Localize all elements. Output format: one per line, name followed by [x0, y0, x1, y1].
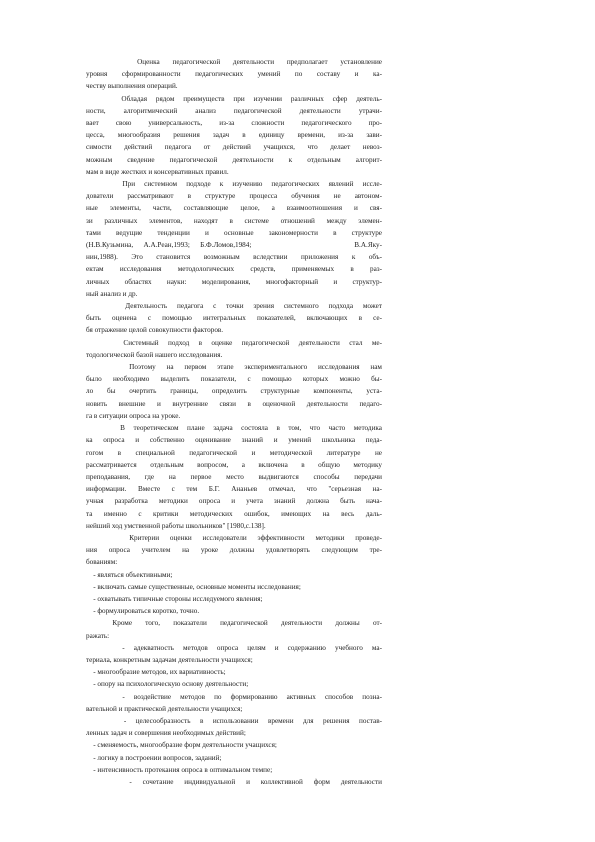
text-line: - адекватность методов опроса целям и содержанию учебного ма-: [86, 643, 382, 652]
text-line: Обладая рядом преимуществ при изучении различных сфер деятель-: [86, 94, 382, 103]
text-line: ный анализ и др.: [86, 289, 138, 298]
text-line: Системный подход в оценке педагогической деятельности стал ме-: [86, 338, 382, 347]
text-line: гогом в специальной педагогической и методической литературе не: [86, 448, 382, 457]
text-line: преподавания, где на первое место выдвигаются способы передачи: [86, 472, 382, 481]
text-line: бя отражение целой совокупности факторов.: [86, 326, 224, 335]
text-line: рассматривается отдельным вопросом, а включена в общую методику: [86, 460, 382, 469]
text-line: - являться объективными;: [86, 570, 173, 579]
text-line: - интенсивность протекания опроса в оптимальном темпе;: [86, 765, 273, 774]
text-line: териала, конкретным задачам деятельности учащихся;: [86, 655, 253, 664]
text-line: - многообразие методов, их вариативность;: [86, 668, 226, 677]
text-line: цесса, многообразия решения задач в единицу времени, из-за зави-: [86, 131, 382, 140]
text-line: было необходимо выделить показатели, с помощью которых можно бы-: [86, 375, 382, 384]
text-line: уровня сформированности педагогических умений по составу и ка-: [86, 70, 382, 79]
text-line: симости действий педагога от действий учащихся, что делает невоз-: [86, 143, 382, 152]
text-line: тами ведущие тенденции и основные закономерности в структуре: [86, 228, 382, 237]
text-line: мам в виде жестких и консервативных правил.: [86, 167, 229, 176]
text-line: та именно с критики методических ошибок, имеющих на весь даль-: [86, 509, 382, 518]
text-line: ло бы очертить границы, определить структурные компоненты, уста-: [86, 387, 382, 396]
body-text: [86, 56, 382, 788]
text-line: бованиям:: [86, 558, 118, 567]
text-line: честву выполнения операций.: [86, 82, 178, 91]
text-line: Поэтому на первом этапе экспериментального исследования нам: [86, 363, 382, 372]
text-line: нейший ход умственной работы школьников" [1980,с.138].: [86, 521, 266, 530]
text-line: - целесообразность в использовании времени для решения постав-: [86, 716, 382, 725]
text-line: ленных задач и совершения необходимых действий;: [86, 729, 246, 738]
text-line: можным сведение педагогической деятельности к отдельным алгорит-: [86, 155, 382, 164]
text-line: Оценка педагогической деятельности предполагает установление: [86, 58, 382, 66]
text-line: вательной и практической деятельности учащихся;: [86, 704, 243, 713]
text-line: ражать:: [86, 631, 110, 640]
text-line: Критерии оценки исследователи эффективности методики проведе-: [86, 533, 382, 542]
text-line: нин,1988). Это становится возможным вследствии приложения к объ-: [86, 253, 382, 262]
text-line: ные элементы, части, составляющие целое, а взаимоотношения и свя-: [86, 204, 382, 213]
text-line: (Н.В.Кузьмина, А.А.Реан,1993; Б.Ф.Ломов,1984; В.А.Яку-: [86, 241, 382, 250]
text-line: быть оценена с помощью интегральных показателей, включающих в се-: [86, 314, 382, 323]
text-line: Деятельность педагога с точки зрения системного подхода может: [86, 302, 382, 311]
text-line: ка опроса и собственно оценивание знаний и умений школьника педа-: [86, 436, 382, 445]
text-line: - формулироваться коротко, точно.: [86, 607, 200, 616]
text-line: - сочетание индивидуальной и коллективной форм деятельности: [86, 777, 382, 786]
text-line: - воздействие методов по формированию активных способов позна-: [86, 692, 382, 701]
text-line: - охватывать типичные стороны исследуемого явления;: [86, 594, 263, 603]
text-line: тодологической базой нашего исследования.: [86, 350, 223, 359]
text-line: личных областях науки: моделирования, многофакторный и структур-: [86, 277, 382, 286]
text-line: - включать самые существенные, основные моменты исследования;: [86, 582, 301, 591]
text-line: - логику в построении вопросов, заданий;: [86, 753, 222, 762]
text-line: ектам исследования методологических средств, применяемых в раз-: [86, 265, 382, 274]
text-line: ния опроса учителем на уроке должны удовлетворять следующим тре-: [86, 546, 382, 555]
text-line: В теоретическом плане задача состояла в том, что часто методика: [86, 424, 382, 433]
text-line: зи различных элементов, находят в системе отношений между элемен-: [86, 216, 382, 225]
text-line: Кроме того, показатели педагогической деятельности должны от-: [86, 619, 382, 628]
text-line: ности, алгоритмический анализ педагогической деятельности утрачи-: [86, 106, 382, 115]
text-line: га в ситуации опроса на уроке.: [86, 411, 181, 420]
text-line: дователи рассматривают в структуре процесса обучения не автоном-: [86, 192, 382, 201]
text-line: вает свою универсальность, из-за сложности педагогического про-: [86, 119, 382, 128]
text-line: При системном подходе к изучению педагогических явлений иссле-: [86, 180, 382, 189]
text-line: - сменяемость, многообразие форм деятельности учащихся;: [86, 741, 277, 750]
text-line: новить внешние и внутренние связи в оценочной деятельности педаго-: [86, 399, 382, 408]
text-line: - опору на психологическую основу деятельности;: [86, 680, 249, 689]
text-line: информации. Вместе с тем Б.Г. Ананьев отмечал, что "серьезная на-: [86, 485, 382, 494]
text-line: учная разработка методики опроса и учета знаний должна быть нача-: [86, 497, 382, 506]
